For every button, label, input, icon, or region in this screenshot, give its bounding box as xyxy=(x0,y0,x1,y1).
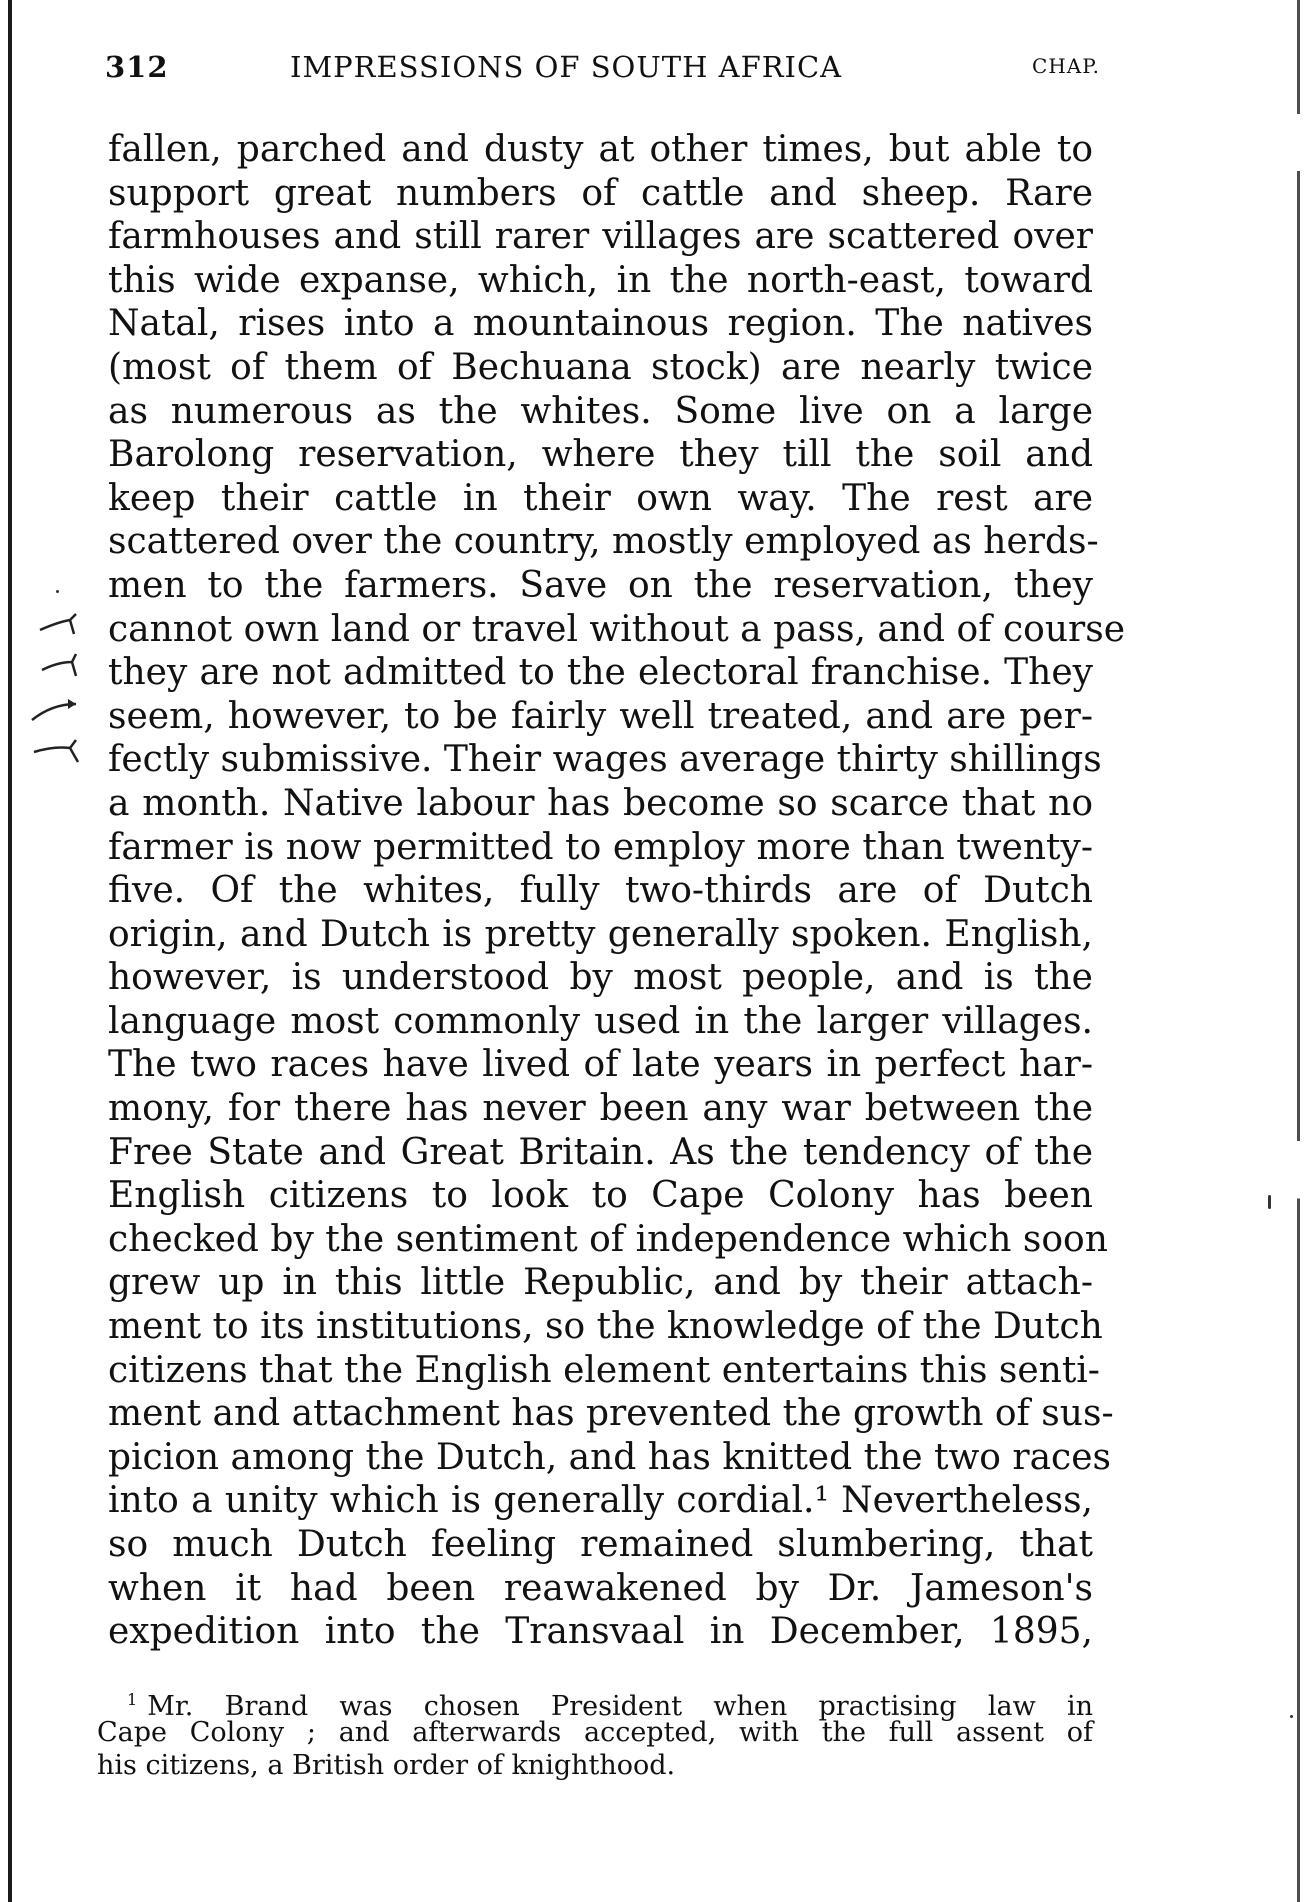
page-right-edge-rule xyxy=(1297,0,1300,1902)
text-line: farmer is now permitted to employ more than twenty- xyxy=(108,826,1093,868)
text-line: men to the farmers. Save on the reservation, they xyxy=(108,564,1093,606)
text-line: five. Of the whites, fully two-thirds are of Dutch xyxy=(108,870,1093,912)
footnote-line xyxy=(97,1683,1093,1722)
text-line: ment and attachment has prevented the growth of sus- xyxy=(108,1393,1114,1435)
text-line: citizens that the English element entertains this senti- xyxy=(108,1349,1100,1391)
page-number: 312 xyxy=(105,50,169,84)
text-line: ment to its institutions, so the knowledge of the Dutch xyxy=(108,1306,1103,1348)
text-line: English citizens to look to Cape Colony has been xyxy=(108,1175,1093,1217)
text-line: into a unity which is generally cordial.¹ Nevertheless, xyxy=(108,1480,1093,1522)
text-line: they are not admitted to the electoral franchise. They xyxy=(108,652,1093,694)
text-line: however, is understood by most people, and is the xyxy=(108,957,1093,999)
text-line: as numerous as the whites. Some live on a large xyxy=(108,390,1093,432)
text-line: a month. Native labour has become so scarce that no xyxy=(108,782,1093,824)
text-line: seem, however, to be fairly well treated, and are per- xyxy=(108,695,1093,737)
margin-pencil-marks xyxy=(30,612,110,782)
running-head: IMPRESSIONS OF SOUTH AFRICA xyxy=(290,50,843,84)
text-line: so much Dutch feeling remained slumbering, that xyxy=(108,1524,1093,1565)
text-line: grew up in this little Republic, and by their attach- xyxy=(108,1262,1093,1304)
margin-speck xyxy=(1268,1195,1271,1209)
text-line: Free State and Great Britain. As the tendency of the xyxy=(108,1131,1093,1173)
page-header xyxy=(105,44,1100,104)
text-line: farmhouses and still rarer villages are scattered over xyxy=(108,216,1093,258)
body-text xyxy=(108,128,1125,1654)
text-line: Barolong reservation, where they till the soil and xyxy=(108,434,1093,476)
text-line: keep their cattle in their own way. The rest are xyxy=(108,477,1093,519)
footnote-text: Mr. Brand was chosen President when practising law in xyxy=(147,1691,1093,1722)
text-line: mony, for there has never been any war between the xyxy=(108,1088,1093,1130)
text-line: this wide expanse, which, in the north-east, toward xyxy=(108,259,1093,301)
footnote-marker: 1 xyxy=(127,1690,138,1709)
chapter-abbreviation: CHAP. xyxy=(1032,54,1100,78)
footnote-line: Cape Colony ; and afterwards accepted, with the full assent of xyxy=(97,1717,1093,1748)
text-line: expedition into the Transvaal in December, 1895, xyxy=(108,1611,1093,1653)
page-left-edge-rule xyxy=(8,0,12,1902)
text-line: picion among the Dutch, and has knitted the two races xyxy=(108,1436,1111,1478)
text-line: (most of them of Bechuana stock) are nearly twice xyxy=(108,346,1093,388)
text-line: fectly submissive. Their wages average thirty shillings xyxy=(108,739,1102,781)
footnote-line: his citizens, a British order of knighthood. xyxy=(97,1750,676,1781)
text-line: origin, and Dutch is pretty generally spoken. English, xyxy=(108,913,1093,955)
margin-speck xyxy=(1290,1715,1293,1718)
text-line: cannot own land or travel without a pass, and of course xyxy=(108,608,1125,650)
text-line: when it had been reawakened by Dr. Jameson's xyxy=(108,1567,1093,1609)
footnote xyxy=(97,1683,1093,1782)
text-line: fallen, parched and dusty at other times, but able to xyxy=(108,129,1093,170)
text-line: Natal, rises into a mountainous region. The natives xyxy=(108,303,1093,345)
text-line: checked by the sentiment of independence which soon xyxy=(108,1218,1108,1260)
text-line: The two races have lived of late years in perfect har- xyxy=(108,1044,1093,1086)
text-line: scattered over the country, mostly employed as herds- xyxy=(108,521,1099,563)
text-line: language most commonly used in the larger villages. xyxy=(108,1000,1093,1042)
text-line: support great numbers of cattle and sheep. Rare xyxy=(108,172,1093,214)
margin-speck xyxy=(56,590,59,593)
